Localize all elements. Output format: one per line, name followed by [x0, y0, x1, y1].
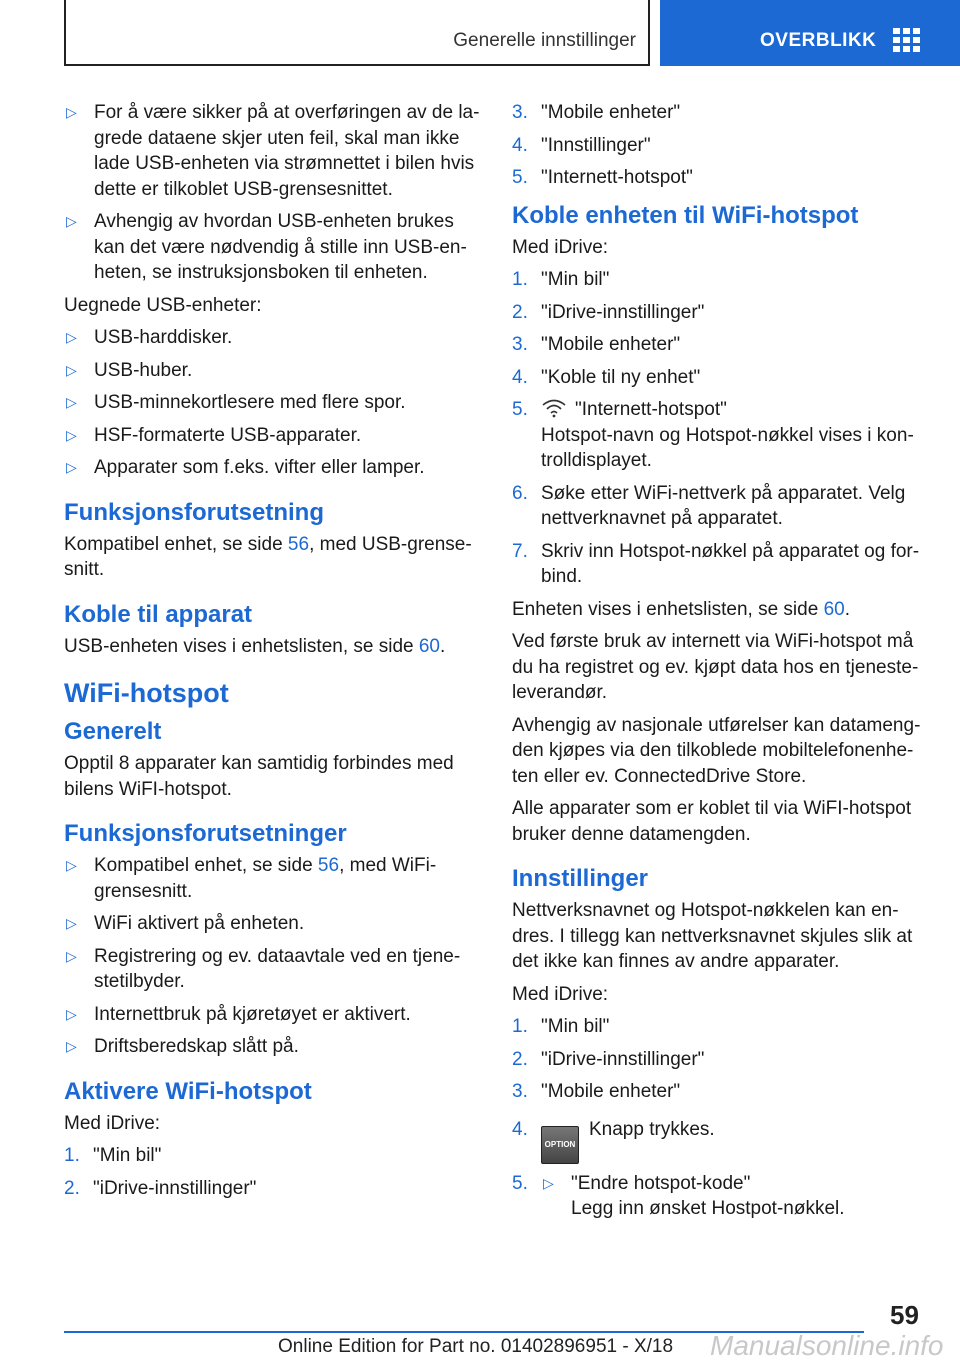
list-item: 2. "iDrive-innstillinger" — [512, 301, 705, 323]
list-item: ▷ "Endre hotspot-kode" Legg inn ønsket Hostpot-nøkkel. — [543, 1172, 845, 1219]
general-text: Opptil 8 apparater kan samtidig forbindes med bilens WiFI-hotspot. — [64, 753, 454, 800]
overview-button[interactable] — [660, 0, 960, 66]
data-volume-text: Avhengig av nasjonale utførelser kan datamengden kjøpes via den tilkoblede mobiltelefonenheten eller ev. ConnectedDrive Store. — [512, 714, 921, 787]
heading-activate-wifi-hotspot: Aktivere WiFi-hotspot — [64, 1077, 312, 1105]
list-item: 5. ▷ "Endre hotspot-kode" Legg inn ønsket Hostpot-nøkkel. — [512, 1171, 922, 1222]
heading-general: Generelt — [64, 718, 162, 745]
list-item: ▷ USB-minnekortlesere med flere spor. — [64, 390, 484, 416]
wifi-icon — [541, 398, 567, 418]
bullet-triangle-icon: ▷ — [66, 459, 77, 475]
usb-notes-list — [64, 100, 484, 286]
overview-label: OVERBLIKK — [760, 30, 877, 51]
heading-settings: Innstillinger — [512, 865, 649, 892]
device-shown-text: Enheten vises i enhetslisten, se side 60. — [512, 598, 850, 620]
list-item: 2. "iDrive-innstillinger" — [512, 1048, 705, 1070]
unsuitable-devices-list — [64, 325, 484, 481]
list-item: 1. "Min bil" — [64, 1145, 162, 1166]
heading-connect-to-hotspot: Koble enheten til WiFi-hotspot — [512, 201, 859, 229]
settings-text: Nettverksnavnet og Hotspot-nøkkelen kan endres. I tillegg kan nettverksnavnet skjules slik at det ikke kan finnes av andre apparater. — [512, 900, 913, 972]
heading-connect-device: Koble til apparat — [64, 600, 253, 628]
list-item: ▷ Internettbruk på kjøretøyet er aktivert. — [64, 1002, 484, 1028]
page-link-56[interactable]: 56 — [287, 533, 310, 555]
list-item: 5. "Internett-hotspot" Hotspot-navn og Hotspot-nøkkel vises i kontrolldisplayet. — [512, 399, 914, 471]
page-link-56[interactable]: 56 — [317, 855, 340, 876]
bullet-triangle-icon: ▷ — [66, 394, 77, 410]
bullet-triangle-icon: ▷ — [66, 915, 77, 931]
heading-wifi-hotspot: WiFi-hotspot — [64, 678, 229, 708]
page-header — [0, 0, 960, 66]
heading-function-requirements: Funksjonsforutsetninger — [64, 820, 347, 847]
connect-steps-list — [512, 267, 922, 590]
all-devices-text: Alle apparater som er koblet til via WiFI-hotspot bruker denne datamengden. — [512, 798, 912, 845]
section-title: Generelle innstillinger — [453, 30, 636, 51]
bullet-triangle-icon: ▷ — [66, 426, 77, 443]
list-item: 3. "Mobile enheter" — [512, 1081, 681, 1102]
list-item: ▷ HSF-formaterte USB-apparater. — [64, 423, 484, 449]
list-item: ▷ For å være sikker på at overføringen av de lagrede dataene skjer uten feil, skal man ikke lade USB-enheten via strømnettet i bilen hvis dette er tilkoblet USB-grensesnittet. — [66, 102, 480, 200]
list-item: ▷ Driftsberedskap slått på. — [64, 1034, 484, 1060]
bullet-triangle-icon: ▷ — [66, 104, 77, 120]
list-item: 5. "Internett-hotspot" — [512, 167, 693, 188]
activate-steps-list — [64, 1143, 484, 1201]
list-item: 4. OPTIONKnapp trykkes. — [512, 1117, 922, 1164]
list-item: 3. "Mobile enheter" — [512, 102, 681, 123]
list-item: 7. Skriv inn Hotspot-nøkkel på apparatet og forbind. — [512, 540, 920, 587]
bullet-triangle-icon: ▷ — [66, 857, 77, 873]
list-item: ▷ Kompatibel enhet, se side 56, med WiFi-grensesnitt. — [66, 855, 437, 902]
list-item: ▷ Avhengig av hvordan USB-enheten brukes kan det være nødvendig å stille inn USB-enheten, se instruksjonsboken til enheten. — [66, 211, 467, 283]
list-item: 4. "Innstillinger" — [512, 134, 651, 156]
first-use-text: Ved første bruk av internett via WiFi-hotspot må du ha registret og ev. kjøpt data hos en tjenesteleverandør. — [512, 631, 919, 703]
list-item: 2. "iDrive-innstillinger" — [64, 1177, 257, 1199]
list-item: ▷ Apparater som f.eks. vifter eller lamper. — [64, 455, 484, 481]
list-item: ▷ WiFi aktivert på enheten. — [64, 911, 484, 937]
activate-intro: Med iDrive: — [64, 1112, 161, 1134]
page-link-60[interactable]: 60 — [823, 598, 845, 620]
bullet-triangle-icon: ▷ — [66, 947, 77, 964]
left-column — [64, 100, 484, 1208]
heading-function-requirement: Funksjonsforutsetning — [64, 498, 324, 526]
activate-steps-continued — [512, 100, 922, 191]
settings-steps-list — [512, 1014, 922, 1222]
section-tab[interactable] — [64, 0, 650, 66]
function-requirement-text: Kompatibel enhet, se side 56, med USB-grensesnitt. — [64, 533, 472, 580]
bullet-triangle-icon: ▷ — [66, 1038, 77, 1054]
connect-device-text: USB-enheten vises i enhetslisten, se side 60. — [64, 635, 446, 657]
bullet-triangle-icon: ▷ — [66, 329, 77, 345]
list-item: ▷ Registrering og ev. dataavtale ved en tjenestetilbyder. — [66, 945, 461, 992]
watermark-logo: Manualsonline.info — [710, 1330, 944, 1361]
page-number: 59 — [890, 1300, 919, 1330]
list-item: ▷ USB-harddisker. — [64, 325, 484, 351]
bullet-triangle-icon: ▷ — [66, 213, 77, 229]
option-button-icon: OPTION — [541, 1126, 579, 1164]
bullet-triangle-icon: ▷ — [66, 361, 77, 378]
bullet-triangle-icon: ▷ — [543, 1174, 554, 1191]
grid-menu-icon — [893, 28, 921, 52]
connect-intro: Med iDrive: — [512, 236, 609, 258]
list-item: 4. "Koble til ny enhet" — [512, 366, 701, 388]
requirements-list — [64, 853, 484, 1060]
list-item: 6. Søke etter WiFi-nettverk på apparatet. Velg nettverknavnet på apparatet. — [512, 482, 906, 529]
bullet-triangle-icon: ▷ — [66, 1005, 77, 1022]
settings-intro: Med iDrive: — [512, 983, 609, 1005]
unsuitable-intro: Uegnede USB-enheter: — [64, 294, 262, 316]
list-item: 3. "Mobile enheter" — [512, 334, 681, 355]
edition-footer: Online Edition for Part no. 01402896951 - X/18 — [278, 1336, 674, 1357]
list-item: 1. "Min bil" — [512, 269, 610, 290]
list-item: 1. "Min bil" — [512, 1016, 610, 1037]
list-item: ▷ USB-huber. — [64, 358, 484, 384]
right-column — [512, 100, 922, 1229]
page-link-60[interactable]: 60 — [418, 635, 440, 657]
